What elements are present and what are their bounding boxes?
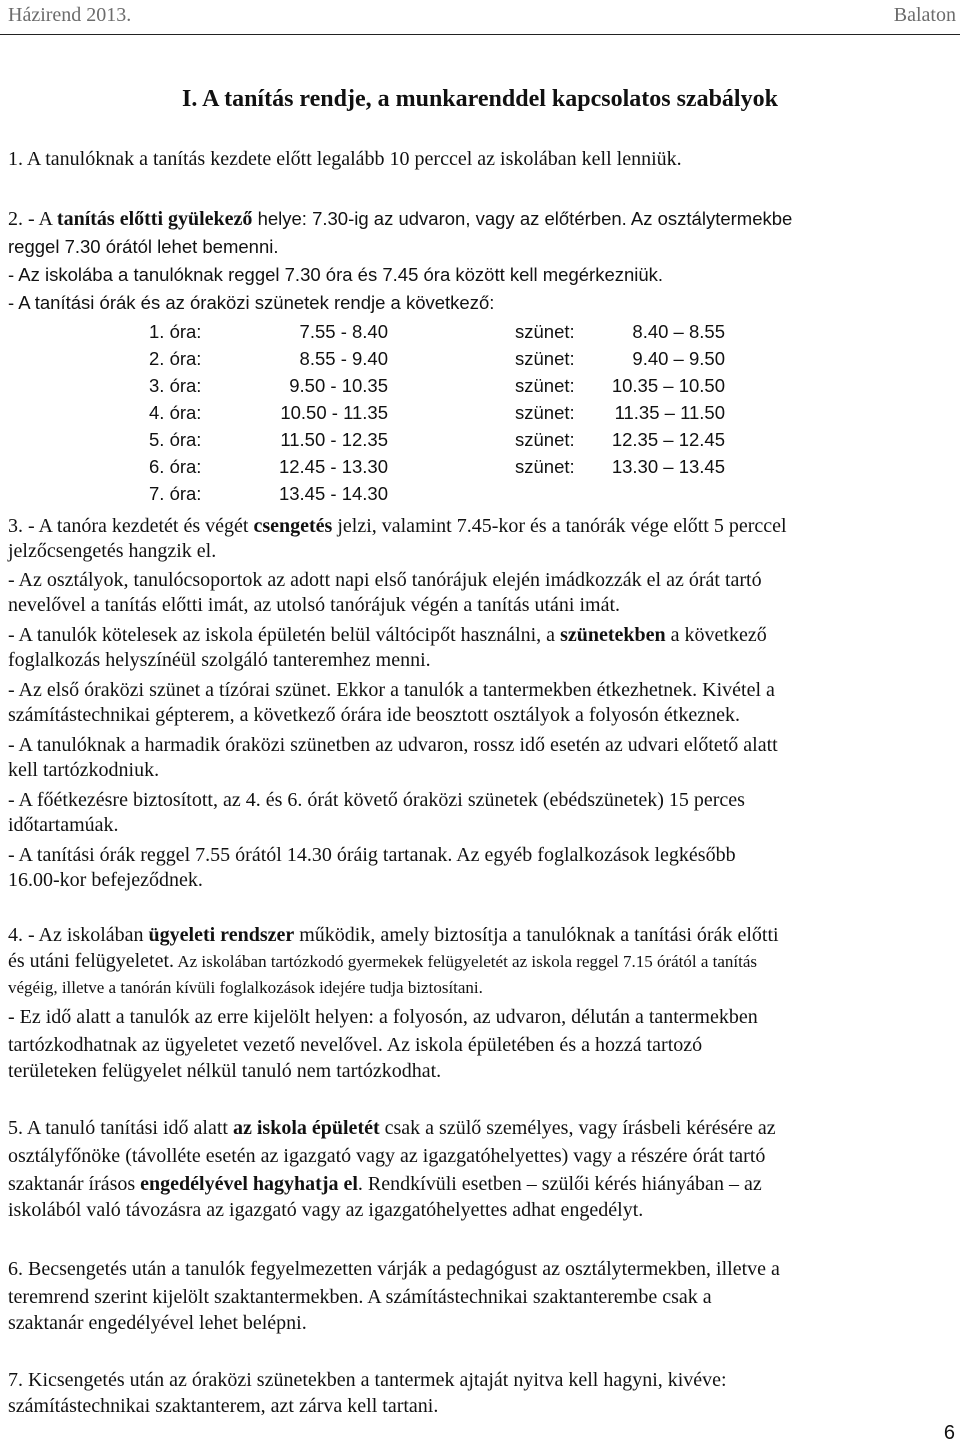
paragraph-4-line-2: és utáni felügyeletet. Az iskolában tartózkodó gyermekek felügyeletét az iskola reggel 7.15 órától a tanítás bbox=[8, 950, 758, 972]
paragraph-4-line-5: tartózkodhatnak az ügyeletet vezető nevelővel. Az iskola épületében és a hozzá tartozó bbox=[8, 1034, 703, 1056]
paragraph-3-line-12: időtartamúak. bbox=[8, 814, 119, 836]
paragraph-1: 1. A tanulóknak a tanítás kezdete előtt legalább 10 perccel az iskolában kell lenniük. bbox=[8, 148, 682, 170]
paragraph-3-line-2: jelzőcsengetés hangzik el. bbox=[8, 540, 217, 562]
header-right: Balaton bbox=[893, 4, 956, 26]
paragraph-4-line-6: területeken felügyelet nélkül tanuló nem tartózkodhat. bbox=[8, 1060, 442, 1082]
schedule-row: 2. óra: 8.55 - 9.40 szünet: 9.40 – 9.50 bbox=[149, 348, 725, 369]
paragraph-5-line-1: 5. A tanuló tanítási idő alatt az iskola épületét csak a szülő személyes, vagy írásbeli kérésére az bbox=[8, 1117, 776, 1139]
schedule-row: 6. óra: 12.45 - 13.30 szünet: 13.30 – 13.45 bbox=[149, 456, 725, 477]
paragraph-2-line-1: 2. - A tanítás előtti gyülekező helye: 7.30-ig az udvaron, vagy az előtérben. Az osztálytermekbe bbox=[8, 208, 793, 230]
paragraph-7-line-2: számítástechnikai szaktanterem, azt zárva kell tartani. bbox=[8, 1395, 439, 1417]
paragraph-3-line-5: - A tanulók kötelesek az iskola épületén belül váltócipőt használni, a szünetekben a következő bbox=[8, 624, 767, 646]
schedule-row: 1. óra: 7.55 - 8.40 szünet: 8.40 – 8.55 bbox=[149, 321, 725, 342]
paragraph-6-line-3: szaktanár engedélyével lehet belépni. bbox=[8, 1312, 307, 1334]
paragraph-5-line-4: iskolából való távozásra az igazgató vagy az igazgatóhelyettes adhat engedélyt. bbox=[8, 1199, 644, 1221]
schedule-row: 3. óra: 9.50 - 10.35 szünet: 10.35 – 10.50 bbox=[149, 375, 725, 396]
paragraph-6-line-2: teremrend szerint kijelölt szaktantermekben. A számítástechnikai szaktanterembe csak a bbox=[8, 1286, 712, 1308]
paragraph-3-line-1: 3. - A tanóra kezdetét és végét csengetés jelzi, valamint 7.45-kor és a tanórák vége előtt 5 perccel bbox=[8, 515, 787, 537]
paragraph-3-line-3: - Az osztályok, tanulócsoportok az adott napi első tanórájuk elején imádkozzák el az órát tartó bbox=[8, 569, 762, 591]
paragraph-3-line-10: kell tartózkodniuk. bbox=[8, 759, 160, 781]
schedule-row: 5. óra: 11.50 - 12.35 szünet: 12.35 – 12.45 bbox=[149, 429, 725, 450]
page-number: 6 bbox=[943, 1422, 955, 1444]
paragraph-3-line-13: - A tanítási órák reggel 7.55 órától 14.30 óráig tartanak. Az egyéb foglalkozások legkésőbb bbox=[8, 844, 736, 866]
paragraph-3-line-6: foglalkozás helyszínéül szolgáló tanteremhez menni. bbox=[8, 649, 431, 671]
paragraph-4-line-4: - Ez idő alatt a tanulók az erre kijelölt helyen: a folyosón, az udvaron, délután a tantermekben bbox=[8, 1006, 758, 1028]
paragraph-2-line-4: - A tanítási órák és az óraközi szünetek rendje a következő: bbox=[8, 292, 495, 313]
paragraph-3-line-9: - A tanulóknak a harmadik óraközi szünetben az udvaron, rossz idő esetén az udvari előtető alatt bbox=[8, 734, 778, 756]
paragraph-3-line-4: nevelővel a tanítás előtti imát, az utolsó tanórájuk végén a tanítás utáni imát. bbox=[8, 594, 621, 616]
schedule-row: 4. óra: 10.50 - 11.35 szünet: 11.35 – 11.50 bbox=[149, 402, 725, 423]
paragraph-6-line-1: 6. Becsengetés után a tanulók fegyelmezetten várják a pedagógust az osztálytermekben, illetve a bbox=[8, 1258, 780, 1280]
paragraph-4-line-3: végéig, illetve a tanórán kívüli foglalkozások idejére tudja biztosítani. bbox=[8, 978, 483, 997]
schedule-row: 7. óra: 13.45 - 14.30 bbox=[149, 483, 388, 504]
paragraph-5-line-2: osztályfőnöke (távolléte esetén az igazgató vagy az igazgatóhelyettes) vagy a részére órát tartó bbox=[8, 1145, 766, 1167]
paragraph-4-line-1: 4. - Az iskolában ügyeleti rendszer működik, amely biztosítja a tanulóknak a tanítási órák előtti bbox=[8, 924, 779, 946]
paragraph-3-line-8: számítástechnikai gépterem, a következő órára ide beosztott osztályok a folyosón étkeznek. bbox=[8, 704, 740, 726]
page-header bbox=[0, 0, 960, 35]
paragraph-3-line-7: - Az első óraközi szünet a tízórai szünet. Ekkor a tanulók a tantermekben étkezhetnek. Kivétel a bbox=[8, 679, 775, 701]
paragraph-5-line-3: szaktanár írásos engedélyével hagyhatja el. Rendkívüli esetben – szülői kérés hiányában – az bbox=[8, 1173, 762, 1195]
header-left: Házirend 2013. bbox=[8, 4, 132, 26]
paragraph-2-line-2: reggel 7.30 órától lehet bemenni. bbox=[8, 236, 279, 257]
section-title: I. A tanítás rendje, a munkarenddel kapcsolatos szabályok bbox=[182, 86, 778, 112]
paragraph-7-line-1: 7. Kicsengetés után az óraközi szünetekben a tantermek ajtaját nyitva kell hagyni, kivéve: bbox=[8, 1369, 727, 1391]
paragraph-3-line-11: - A főétkezésre biztosított, az 4. és 6. órát követő óraközi szünetek (ebédszünetek) 15 perces bbox=[8, 789, 745, 811]
paragraph-2-line-3: - Az iskolába a tanulóknak reggel 7.30 óra és 7.45 óra között kell megérkezniük. bbox=[8, 264, 664, 285]
paragraph-3-line-14: 16.00-kor befejeződnek. bbox=[8, 869, 203, 891]
